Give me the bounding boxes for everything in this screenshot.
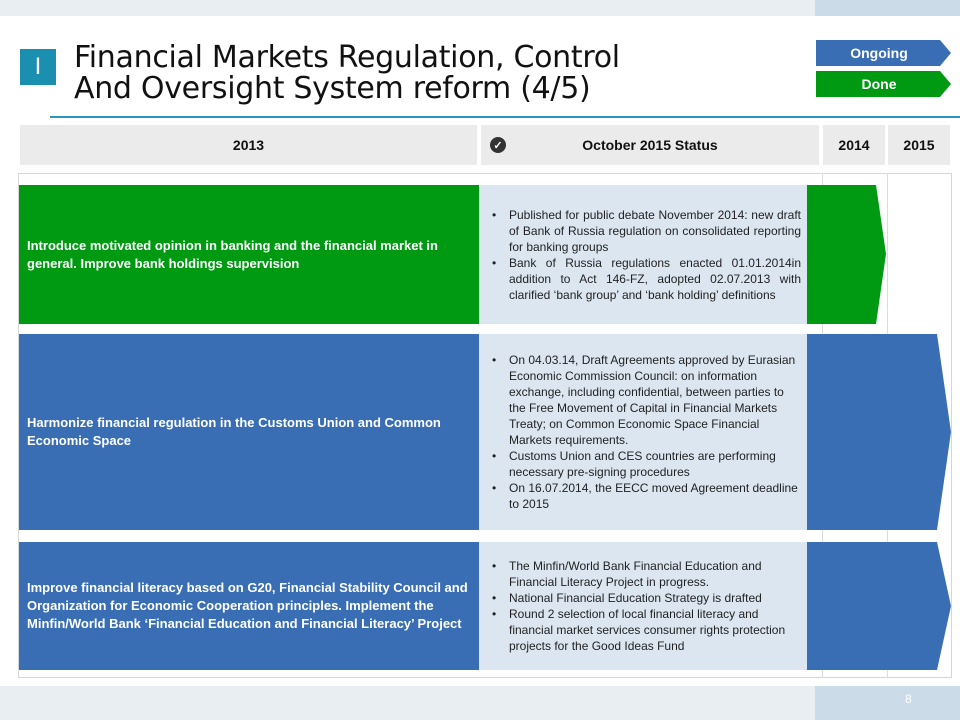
goal-row-1-text: Introduce motivated opinion in banking and the financial market in general. Improve bank holdings supervision	[27, 237, 438, 271]
column-header-2013	[20, 125, 477, 165]
top-right-band	[815, 0, 960, 16]
column-header-2014	[823, 125, 885, 165]
status-row-1-bullet-2: • Bank of Russia regulations enacted 01.01.2014in addition to Act 146-FZ, adopted 02.07.2013 with clarified ‘bank group’ and ‘bank holding’ definitions	[489, 255, 801, 303]
status-row-1-list	[489, 207, 801, 303]
status-row-3-bullet-1: • The Minfin/World Bank Financial Education and Financial Literacy Project in progress.	[489, 558, 801, 590]
progress-arrow-row-1	[807, 185, 887, 324]
bottom-left-band	[0, 686, 815, 720]
column-header-2015-label: 2015	[903, 137, 935, 153]
check-circle-icon: ✓	[490, 137, 506, 153]
status-row-1	[479, 185, 807, 324]
status-row-3-bullet-2: • National Financial Education Strategy is drafted	[489, 590, 801, 606]
status-row-2-bullet-2: • Customs Union and CES countries are performing necessary pre-signing procedures	[489, 448, 801, 480]
status-row-2-bullet-1: • On 04.03.14, Draft Agreements approved by Eurasian Economic Commission Council: on information exchange, including confidential, between parties to the Free Movement of Capital in Financial Markets Treaty; on Common Economic Space Financial Markets requirements.	[489, 352, 801, 448]
goal-row-3-text: Improve financial literacy based on G20, Financial Stability Council and Organization for Economic Cooperation principles. Implement the Minfin/World Bank ‘Financial Education and Financial Literacy’ Project	[27, 580, 468, 631]
goal-row-3	[19, 542, 479, 670]
column-header-2013-label: 2013	[232, 137, 265, 153]
column-header-status-label: October 2015 Status	[582, 137, 718, 153]
status-row-1-bullet-1: • Published for public debate November 2014: new draft of Bank of Russia regulation on consolidated reporting for banking groups	[489, 207, 801, 255]
column-header-2015	[888, 125, 950, 165]
goal-row-2	[19, 334, 479, 530]
page-title-line-1: Financial Markets Regulation, Control	[74, 40, 620, 75]
goal-row-2-text: Harmonize financial regulation in the Customs Union and Common Economic Space	[27, 415, 441, 448]
status-row-2-bullet-3: • On 16.07.2014, the EECC moved Agreement deadline to 2015	[489, 480, 801, 512]
column-header-2014-label: 2014	[838, 137, 870, 153]
section-badge: I	[20, 49, 56, 85]
legend-ongoing: Ongoing	[850, 45, 908, 61]
page-title	[74, 42, 620, 104]
top-left-band	[0, 0, 815, 16]
progress-arrow-row-2	[807, 334, 952, 530]
status-row-2	[479, 334, 807, 530]
column-header-status	[481, 125, 819, 165]
bottom-right-band	[815, 686, 960, 720]
status-row-3	[479, 542, 807, 670]
page-number: 8	[905, 692, 912, 706]
goal-row-1	[19, 185, 479, 324]
progress-arrow-row-3	[807, 542, 952, 670]
status-row-3-bullet-3: • Round 2 selection of local financial literacy and financial market services consumer rights protection projects for the Good Ideas Fund	[489, 606, 801, 654]
title-underline	[50, 116, 960, 118]
status-row-3-list	[489, 558, 801, 654]
legend-done: Done	[861, 76, 897, 92]
page-title-line-2: And Oversight System reform (4/5)	[74, 71, 591, 106]
status-row-2-list	[489, 352, 801, 512]
